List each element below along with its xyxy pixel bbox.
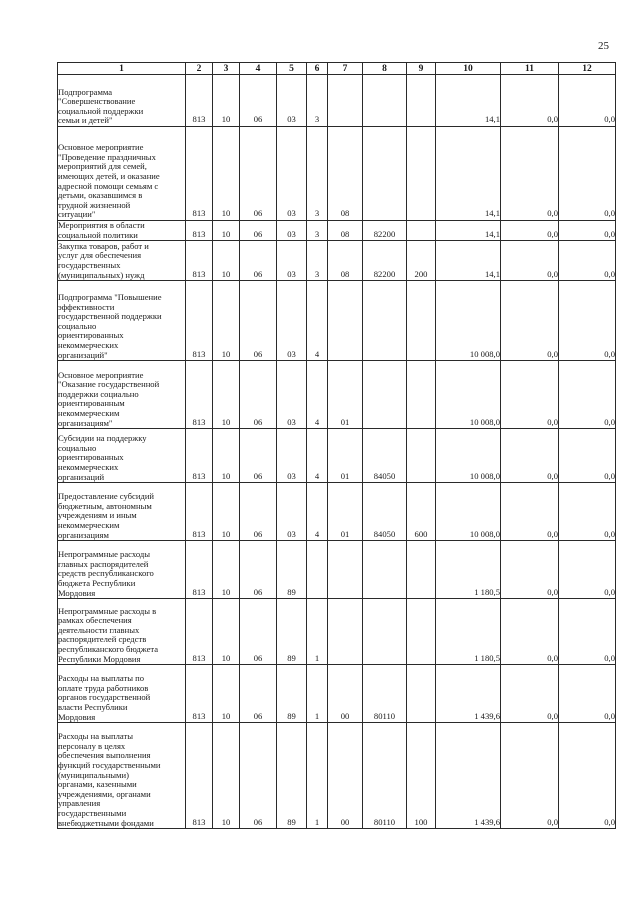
cell-c5 xyxy=(277,221,307,241)
cell-value: 1 180,5 xyxy=(474,586,500,597)
table-row xyxy=(58,281,616,361)
cell-value: 4 xyxy=(314,470,320,481)
cell-c4 xyxy=(240,541,277,599)
cell-c11 xyxy=(501,429,559,483)
cell-value: 80110 xyxy=(373,816,396,827)
cell-c4 xyxy=(240,429,277,483)
cell-c4 xyxy=(240,127,277,221)
row-name: Закупка товаров, работ и услуг для обеспечения государственных (муниципальных) нужд xyxy=(58,240,149,280)
budget-table xyxy=(57,62,616,829)
cell-value: 06 xyxy=(253,114,263,125)
cell-value: 1 xyxy=(314,652,320,663)
cell-c8 xyxy=(363,241,407,281)
cell-c8 xyxy=(363,483,407,541)
cell-c7 xyxy=(328,361,363,429)
cell-c12 xyxy=(559,665,616,723)
row-name-cell xyxy=(58,75,186,127)
cell-value: 82200 xyxy=(373,228,396,239)
cell-value: 10 xyxy=(221,710,231,721)
cell-value: 10 xyxy=(221,228,231,239)
cell-c9 xyxy=(407,221,436,241)
cell-value: 10 xyxy=(221,268,231,279)
cell-value: 0,0 xyxy=(547,528,558,539)
cell-c11 xyxy=(501,665,559,723)
cell-c3 xyxy=(213,483,240,541)
cell-value: 10 xyxy=(221,528,231,539)
cell-c10 xyxy=(436,665,501,723)
cell-value: 10 xyxy=(221,114,231,125)
cell-c12 xyxy=(559,723,616,829)
cell-value: 00 xyxy=(340,710,350,721)
cell-c9 xyxy=(407,541,436,599)
cell-value: 89 xyxy=(287,710,296,721)
cell-c3 xyxy=(213,361,240,429)
cell-c11 xyxy=(501,75,559,127)
cell-value: 10 008,0 xyxy=(469,470,500,481)
row-name-cell xyxy=(58,281,186,361)
cell-c10 xyxy=(436,541,501,599)
cell-c7 xyxy=(328,723,363,829)
cell-value: 03 xyxy=(287,528,296,539)
cell-c11 xyxy=(501,599,559,665)
cell-value: 03 xyxy=(287,114,296,125)
cell-value: 06 xyxy=(253,710,263,721)
cell-c9 xyxy=(407,665,436,723)
cell-value: 01 xyxy=(340,528,350,539)
cell-c12 xyxy=(559,429,616,483)
cell-c3 xyxy=(213,221,240,241)
cell-value: 06 xyxy=(253,586,263,597)
cell-value: 89 xyxy=(287,586,296,597)
cell-value: 06 xyxy=(253,652,263,663)
cell-c11 xyxy=(501,281,559,361)
cell-value: 0,0 xyxy=(604,652,615,663)
cell-c5 xyxy=(277,241,307,281)
cell-c5 xyxy=(277,483,307,541)
cell-c2 xyxy=(186,723,213,829)
cell-c9 xyxy=(407,281,436,361)
cell-c2 xyxy=(186,241,213,281)
cell-c2 xyxy=(186,483,213,541)
cell-c2 xyxy=(186,281,213,361)
cell-value: 813 xyxy=(192,470,206,481)
cell-value: 10 xyxy=(221,416,231,427)
cell-value: 100 xyxy=(414,816,428,827)
cell-value: 10 008,0 xyxy=(469,416,500,427)
cell-value: 0,0 xyxy=(547,816,558,827)
cell-value: 0,0 xyxy=(547,470,558,481)
column-header: 7 xyxy=(328,63,363,75)
row-name-cell xyxy=(58,723,186,829)
cell-c7 xyxy=(328,221,363,241)
table-row xyxy=(58,221,616,241)
cell-c5 xyxy=(277,541,307,599)
cell-value: 0,0 xyxy=(547,416,558,427)
cell-c6 xyxy=(307,723,328,829)
cell-c12 xyxy=(559,361,616,429)
cell-value: 14,1 xyxy=(484,208,500,219)
cell-value: 813 xyxy=(192,528,206,539)
cell-value: 0,0 xyxy=(604,208,615,219)
cell-value: 1 180,5 xyxy=(474,652,500,663)
cell-value: 06 xyxy=(253,228,263,239)
cell-c11 xyxy=(501,241,559,281)
cell-c5 xyxy=(277,599,307,665)
cell-value: 4 xyxy=(314,348,320,359)
cell-value: 0,0 xyxy=(604,114,615,125)
cell-c12 xyxy=(559,75,616,127)
cell-value: 08 xyxy=(340,228,350,239)
cell-c5 xyxy=(277,429,307,483)
cell-c10 xyxy=(436,241,501,281)
cell-value: 813 xyxy=(192,228,206,239)
cell-value: 0,0 xyxy=(604,586,615,597)
row-name-cell xyxy=(58,127,186,221)
row-name: Расходы на выплаты персоналу в целях обеспечения выполнения функций государственными (муниципальными) органами, казенными учреждениями, органами управления государственными внебюджетными фондами xyxy=(58,731,161,828)
table-row xyxy=(58,723,616,829)
column-header: 10 xyxy=(436,63,501,75)
cell-c11 xyxy=(501,483,559,541)
table-row xyxy=(58,599,616,665)
cell-value: 10 xyxy=(221,208,231,219)
column-header: 12 xyxy=(559,63,616,75)
cell-c3 xyxy=(213,541,240,599)
cell-value: 3 xyxy=(314,228,320,239)
cell-c8 xyxy=(363,599,407,665)
cell-c7 xyxy=(328,241,363,281)
table-row xyxy=(58,361,616,429)
table-row xyxy=(58,127,616,221)
cell-c11 xyxy=(501,723,559,829)
cell-c8 xyxy=(363,723,407,829)
row-name: Подпрограмма "Повышение эффективности государственной поддержки социально ориентированных некоммерческих организаций" xyxy=(58,292,162,360)
cell-value: 0,0 xyxy=(604,268,615,279)
cell-c8 xyxy=(363,281,407,361)
row-name-cell xyxy=(58,541,186,599)
cell-value: 3 xyxy=(314,268,320,279)
cell-c11 xyxy=(501,127,559,221)
cell-value: 01 xyxy=(340,416,350,427)
cell-value: 03 xyxy=(287,208,296,219)
cell-c10 xyxy=(436,361,501,429)
cell-c9 xyxy=(407,599,436,665)
row-name-cell xyxy=(58,599,186,665)
row-name-cell xyxy=(58,241,186,281)
cell-c3 xyxy=(213,723,240,829)
cell-value: 89 xyxy=(287,652,296,663)
column-header: 1 xyxy=(58,63,186,75)
cell-c2 xyxy=(186,221,213,241)
cell-value: 06 xyxy=(253,470,263,481)
cell-value: 0,0 xyxy=(547,652,558,663)
cell-value: 0,0 xyxy=(604,710,615,721)
cell-c10 xyxy=(436,75,501,127)
row-name: Подпрограмма "Совершенствование социальной поддержки семьи и детей" xyxy=(58,86,144,126)
cell-value: 10 008,0 xyxy=(469,528,500,539)
cell-c9 xyxy=(407,127,436,221)
cell-value: 03 xyxy=(287,416,296,427)
column-header: 9 xyxy=(407,63,436,75)
cell-value: 10 xyxy=(221,652,231,663)
cell-value: 0,0 xyxy=(547,586,558,597)
cell-c5 xyxy=(277,127,307,221)
cell-c10 xyxy=(436,127,501,221)
cell-c6 xyxy=(307,429,328,483)
cell-c4 xyxy=(240,361,277,429)
page-number: 25 xyxy=(598,40,609,52)
cell-value: 0,0 xyxy=(547,348,558,359)
cell-value: 80110 xyxy=(373,710,396,721)
cell-value: 14,1 xyxy=(484,228,500,239)
cell-value: 0,0 xyxy=(547,228,558,239)
cell-value: 0,0 xyxy=(604,528,615,539)
column-header: 11 xyxy=(501,63,559,75)
column-header: 6 xyxy=(307,63,328,75)
cell-c4 xyxy=(240,483,277,541)
cell-value: 3 xyxy=(314,114,320,125)
cell-c6 xyxy=(307,483,328,541)
cell-value: 84050 xyxy=(373,528,396,539)
cell-value: 813 xyxy=(192,816,206,827)
table-row xyxy=(58,429,616,483)
cell-c2 xyxy=(186,361,213,429)
cell-c7 xyxy=(328,75,363,127)
cell-c9 xyxy=(407,483,436,541)
cell-value: 4 xyxy=(314,416,320,427)
cell-c8 xyxy=(363,361,407,429)
row-name: Расходы на выплаты по оплате труда работников органов государственной власти Республики Мордовия xyxy=(58,673,151,722)
cell-value: 3 xyxy=(314,208,320,219)
cell-c10 xyxy=(436,483,501,541)
cell-c3 xyxy=(213,75,240,127)
cell-c4 xyxy=(240,723,277,829)
cell-c8 xyxy=(363,221,407,241)
cell-c3 xyxy=(213,429,240,483)
table-header-row xyxy=(58,63,616,75)
table-row xyxy=(58,483,616,541)
cell-c5 xyxy=(277,361,307,429)
cell-c11 xyxy=(501,541,559,599)
cell-c4 xyxy=(240,599,277,665)
cell-c6 xyxy=(307,221,328,241)
cell-c2 xyxy=(186,429,213,483)
cell-value: 0,0 xyxy=(547,114,558,125)
cell-c9 xyxy=(407,361,436,429)
cell-value: 813 xyxy=(192,416,206,427)
cell-value: 600 xyxy=(414,528,428,539)
cell-value: 03 xyxy=(287,268,296,279)
cell-value: 06 xyxy=(253,208,263,219)
cell-value: 00 xyxy=(340,816,350,827)
cell-value: 0,0 xyxy=(604,228,615,239)
cell-c9 xyxy=(407,429,436,483)
cell-c5 xyxy=(277,75,307,127)
cell-c7 xyxy=(328,665,363,723)
column-header: 5 xyxy=(277,63,307,75)
cell-value: 10 xyxy=(221,816,231,827)
cell-value: 82200 xyxy=(373,268,396,279)
table-row xyxy=(58,541,616,599)
column-header: 2 xyxy=(186,63,213,75)
cell-value: 06 xyxy=(253,528,263,539)
cell-value: 0,0 xyxy=(604,416,615,427)
cell-c10 xyxy=(436,429,501,483)
cell-c10 xyxy=(436,723,501,829)
table-row xyxy=(58,665,616,723)
cell-c2 xyxy=(186,599,213,665)
cell-c12 xyxy=(559,241,616,281)
cell-value: 0,0 xyxy=(547,710,558,721)
cell-value: 813 xyxy=(192,586,206,597)
cell-c3 xyxy=(213,127,240,221)
column-header: 3 xyxy=(213,63,240,75)
cell-c4 xyxy=(240,665,277,723)
cell-c9 xyxy=(407,75,436,127)
cell-c8 xyxy=(363,541,407,599)
cell-c3 xyxy=(213,281,240,361)
row-name: Предоставление субсидий бюджетным, автономным учреждениям и иным некоммерческим организациям xyxy=(58,491,155,540)
row-name-cell xyxy=(58,221,186,241)
cell-c6 xyxy=(307,281,328,361)
cell-c7 xyxy=(328,599,363,665)
cell-value: 0,0 xyxy=(604,816,615,827)
cell-value: 1 439,6 xyxy=(474,710,500,721)
cell-value: 813 xyxy=(192,208,206,219)
cell-value: 813 xyxy=(192,114,206,125)
cell-value: 06 xyxy=(253,416,263,427)
cell-c10 xyxy=(436,221,501,241)
cell-value: 0,0 xyxy=(604,470,615,481)
cell-c12 xyxy=(559,541,616,599)
cell-c6 xyxy=(307,361,328,429)
cell-c3 xyxy=(213,599,240,665)
cell-value: 10 xyxy=(221,470,231,481)
cell-value: 14,1 xyxy=(484,114,500,125)
cell-value: 06 xyxy=(253,268,263,279)
cell-c7 xyxy=(328,483,363,541)
cell-value: 10 008,0 xyxy=(469,348,500,359)
cell-c12 xyxy=(559,127,616,221)
cell-c4 xyxy=(240,281,277,361)
cell-c5 xyxy=(277,665,307,723)
cell-value: 1 xyxy=(314,710,320,721)
cell-c8 xyxy=(363,429,407,483)
cell-c2 xyxy=(186,127,213,221)
cell-value: 1 439,6 xyxy=(474,816,500,827)
cell-value: 01 xyxy=(340,470,350,481)
column-header: 8 xyxy=(363,63,407,75)
cell-value: 4 xyxy=(314,528,320,539)
cell-value: 0,0 xyxy=(547,208,558,219)
cell-c11 xyxy=(501,361,559,429)
cell-c12 xyxy=(559,221,616,241)
cell-c6 xyxy=(307,599,328,665)
cell-c2 xyxy=(186,665,213,723)
cell-value: 03 xyxy=(287,470,296,481)
table-row xyxy=(58,241,616,281)
cell-c9 xyxy=(407,241,436,281)
cell-value: 14,1 xyxy=(484,268,500,279)
cell-c3 xyxy=(213,241,240,281)
row-name-cell xyxy=(58,483,186,541)
cell-value: 813 xyxy=(192,710,206,721)
cell-c5 xyxy=(277,723,307,829)
row-name-cell xyxy=(58,429,186,483)
cell-value: 1 xyxy=(314,816,320,827)
cell-value: 08 xyxy=(340,268,350,279)
cell-c9 xyxy=(407,723,436,829)
cell-c12 xyxy=(559,483,616,541)
cell-value: 03 xyxy=(287,228,296,239)
cell-c8 xyxy=(363,665,407,723)
cell-c10 xyxy=(436,599,501,665)
cell-c7 xyxy=(328,541,363,599)
row-name: Основное мероприятие "Оказание государственной поддержки социально ориентированным некоммерческим организациям" xyxy=(58,369,160,428)
cell-c5 xyxy=(277,281,307,361)
cell-value: 06 xyxy=(253,816,263,827)
cell-c3 xyxy=(213,665,240,723)
row-name: Основное мероприятие "Проведение праздничных мероприятий для семей, имеющих детей, и оказание адресной помощи семьям с детьми, оказавшимся в трудной жизненной ситуации" xyxy=(58,142,160,220)
row-name: Субсидии на поддержку социально ориентированных некоммерческих организаций xyxy=(58,433,147,482)
cell-value: 0,0 xyxy=(547,268,558,279)
row-name-cell xyxy=(58,665,186,723)
cell-c7 xyxy=(328,127,363,221)
cell-value: 89 xyxy=(287,816,296,827)
cell-c6 xyxy=(307,541,328,599)
cell-value: 200 xyxy=(414,268,428,279)
cell-c2 xyxy=(186,75,213,127)
cell-value: 813 xyxy=(192,652,206,663)
cell-c12 xyxy=(559,599,616,665)
cell-c6 xyxy=(307,127,328,221)
cell-value: 813 xyxy=(192,268,206,279)
cell-value: 03 xyxy=(287,348,296,359)
cell-c4 xyxy=(240,75,277,127)
cell-c10 xyxy=(436,281,501,361)
cell-value: 10 xyxy=(221,348,231,359)
row-name: Непрограммные расходы главных распорядителей средств республиканского бюджета Республики Мордовия xyxy=(58,549,154,598)
cell-c4 xyxy=(240,221,277,241)
cell-c7 xyxy=(328,429,363,483)
cell-c12 xyxy=(559,281,616,361)
cell-c6 xyxy=(307,75,328,127)
cell-value: 0,0 xyxy=(604,348,615,359)
row-name-cell xyxy=(58,361,186,429)
cell-c7 xyxy=(328,281,363,361)
cell-value: 84050 xyxy=(373,470,396,481)
row-name: Непрограммные расходы в рамках обеспечения деятельности главных распорядителей средств республиканского бюджета Республики Мордовия xyxy=(58,605,159,664)
cell-c11 xyxy=(501,221,559,241)
cell-c2 xyxy=(186,541,213,599)
cell-value: 06 xyxy=(253,348,263,359)
cell-value: 813 xyxy=(192,348,206,359)
cell-value: 08 xyxy=(340,208,350,219)
cell-c4 xyxy=(240,241,277,281)
cell-value: 10 xyxy=(221,586,231,597)
cell-c6 xyxy=(307,665,328,723)
table-row xyxy=(58,75,616,127)
row-name: Мероприятия в области социальной политики xyxy=(58,220,145,240)
cell-c8 xyxy=(363,75,407,127)
cell-c8 xyxy=(363,127,407,221)
column-header: 4 xyxy=(240,63,277,75)
cell-c6 xyxy=(307,241,328,281)
